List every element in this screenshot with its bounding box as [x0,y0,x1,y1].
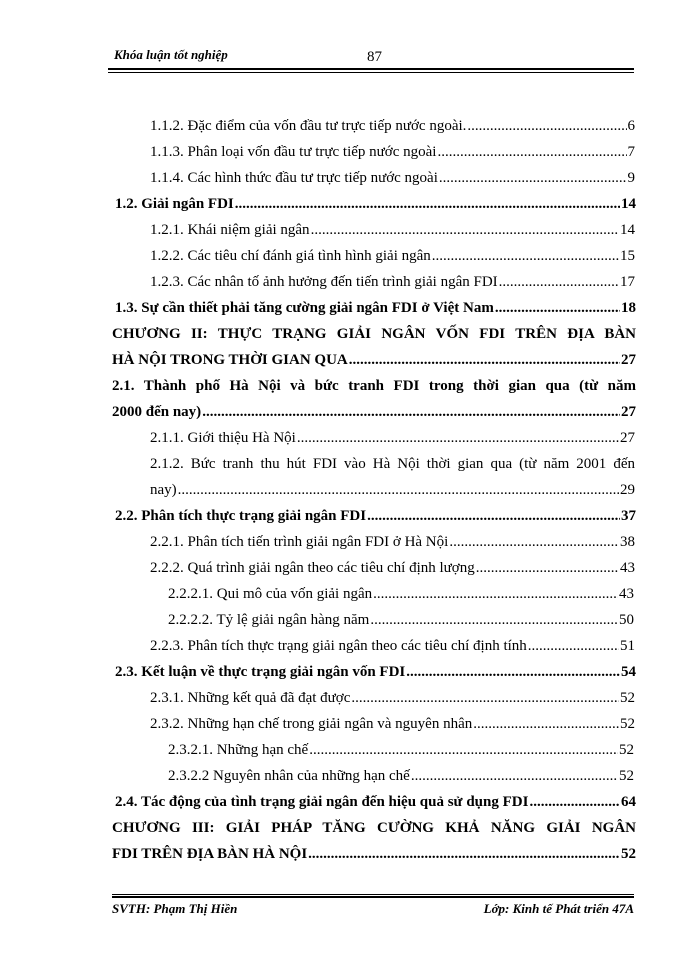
footer-student: SVTH: Phạm Thị Hiền [112,901,238,916]
toc-dot-leader [467,114,626,138]
toc-dot-leader [529,790,620,814]
toc-entry-title: 1.1.3. Phân loại vốn đầu tư trực tiếp nước ngoài [150,144,437,160]
toc-dot-leader [439,166,627,190]
toc-entry-title: 2.2.2.2. Tỷ lệ giải ngân hàng năm [168,612,370,628]
header-rule [108,68,634,70]
toc-entry-title: 2.2.2. Quá trình giải ngân theo các tiêu chí định lượng [150,560,475,576]
toc-entry [168,738,634,762]
toc-entry-page: 14 [621,196,636,212]
page-footer [112,894,634,918]
toc-entry-page: 9 [627,170,635,186]
toc-entry-page: 17 [620,274,635,290]
toc-dot-leader [473,712,619,736]
toc-entry-page: 51 [620,638,635,654]
toc-entry-page: 18 [621,300,636,316]
toc-entry-page: 7 [627,144,635,160]
toc-dot-leader [432,244,619,268]
toc-entry-title: 2.3.2.1. Những hạn chế [168,742,309,758]
toc-entry [112,400,636,424]
toc-entry [168,608,634,632]
toc-entry-title: 2.1.2. Bức tranh thu hút FDI vào Hà Nội thời gian qua (từ năm 2001 đến [150,456,635,472]
toc-dot-leader [411,764,618,788]
toc-dot-leader [495,296,620,320]
toc-dot-leader [499,270,619,294]
toc-entry [150,218,635,242]
toc-entry-page: 52 [620,716,635,732]
toc-dot-leader [370,608,618,632]
toc-entry-title: 2.2.2.1. Qui mô của vốn giải ngân [168,586,373,602]
toc-entry [150,244,635,268]
header-title: Khóa luận tốt nghiệp [114,47,228,62]
toc-entry-title: 2.3.2. Những hạn chế trong giải ngân và nguyên nhân [150,716,473,732]
toc-entry-title: 1.2.2. Các tiêu chí đánh giá tình hình giải ngân [150,248,431,264]
toc-entry-title: 2.3.2.2 Nguyên nhân của những hạn chế [168,768,410,784]
toc-entry-title: CHƯƠNG III: GIẢI PHÁP TĂNG CƯỜNG KHẢ NĂNG GIẢI NGÂN [112,820,636,836]
toc-dot-leader [476,556,619,580]
toc-entry-page: 50 [619,612,634,628]
toc-entry-page: 27 [621,352,636,368]
toc-entry [150,140,635,164]
toc-entry [150,114,635,138]
toc-entry-title: FDI TRÊN ĐỊA BÀN HÀ NỘI [112,846,308,862]
toc-entry-page: 6 [627,118,635,134]
toc-entry-page: 38 [620,534,635,550]
toc-entry-title: 1.2.1. Khái niệm giải ngân [150,222,310,238]
toc-dot-leader [235,192,620,216]
toc-entry-title: 2.3. Kết luận về thực trạng giải ngân vốn FDI [115,664,406,680]
toc-entry-title: 1.2. Giải ngân FDI [115,196,234,212]
toc-entry [115,660,636,684]
toc-entry-title: 2.3.1. Những kết quả đã đạt được [150,690,351,706]
toc-dot-leader [309,738,618,762]
toc-entry-title: 2.2.1. Phân tích tiến trình giải ngân FDI ở Hà Nội [150,534,449,550]
header-rule-thin [108,72,634,73]
toc-dot-leader [528,634,619,658]
toc-entry-title: 2.4. Tác động của tình trạng giải ngân đến hiệu quả sử dụng FDI [115,794,529,810]
toc-entry [168,582,634,606]
toc-entry-page: 14 [620,222,635,238]
toc-chapter-heading [112,322,636,346]
toc-entry [150,530,635,554]
toc-entry [115,504,636,528]
toc-entry-multiline [150,452,635,476]
toc-entry [150,634,635,658]
footer-class: Lớp: Kinh tế Phát triển 47A [483,901,634,916]
toc-entry-page: 27 [621,404,636,420]
toc-chapter-heading [112,816,636,840]
toc-dot-leader [308,842,620,866]
toc-entry-title: 2.1. Thành phố Hà Nội và bức tranh FDI trong thời gian qua (từ năm [112,378,636,394]
toc-entry-title: 2000 đến nay) [112,404,202,420]
toc-entry-page: 15 [620,248,635,264]
toc-entry-page: 64 [621,794,636,810]
toc-entry-title: 2.2. Phân tích thực trạng giải ngân FDI [115,508,367,524]
footer-rule-thin [112,894,634,895]
toc-entry [150,426,635,450]
toc-dot-leader [449,530,619,554]
toc-dot-leader [406,660,620,684]
toc-section-heading [112,374,636,398]
toc-entry [112,348,636,372]
toc-entry-page: 54 [621,664,636,680]
toc-entry-title: 1.3. Sự cần thiết phải tăng cường giải ngân FDI ở Việt Nam [115,300,494,316]
toc-entry-page: 37 [621,508,636,524]
toc-entry-title: 1.2.3. Các nhân tố ảnh hưởng đến tiến trình giải ngân FDI [150,274,498,290]
toc-entry [112,842,636,866]
toc-dot-leader [351,686,619,710]
toc-entry-page: 52 [619,742,634,758]
toc-entry-page: 52 [619,768,634,784]
toc-dot-leader [349,348,620,372]
page-number: 87 [367,49,382,65]
toc-entry [115,296,636,320]
toc-entry [150,166,635,190]
toc-entry-title: 1.1.2. Đặc điểm của vốn đầu tư trực tiếp nước ngoài. [150,118,467,134]
toc-entry-page: 43 [620,560,635,576]
toc-dot-leader [367,504,620,528]
toc-dot-leader [178,478,619,502]
toc-entry [150,686,635,710]
toc-dot-leader [311,218,619,242]
toc-entry-title: 2.1.1. Giới thiệu Hà Nội [150,430,296,446]
toc-entry-title: 1.1.4. Các hình thức đầu tư trực tiếp nước ngoài [150,170,438,186]
toc-entry [115,192,636,216]
toc-dot-leader [373,582,618,606]
toc-entry-page: 52 [620,690,635,706]
toc-entry-title: 2.2.3. Phân tích thực trạng giải ngân theo các tiêu chí định tính [150,638,527,654]
toc-entry [115,790,636,814]
toc-entry-page: 52 [621,846,636,862]
toc-dot-leader [437,140,626,164]
toc-entry-page: 43 [619,586,634,602]
toc-dot-leader [202,400,620,424]
toc-entry [150,270,635,294]
toc-entry-title: HÀ NỘI TRONG THỜI GIAN QUA [112,352,348,368]
toc-entry-page: 29 [620,482,635,498]
toc-entry-title: CHƯƠNG II: THỰC TRẠNG GIẢI NGÂN VỐN FDI TRÊN ĐỊA BÀN [112,326,636,342]
page-header [108,44,634,70]
toc-entry [168,764,634,788]
toc-entry [150,712,635,736]
toc-entry [150,478,635,502]
toc-dot-leader [297,426,619,450]
footer-rule [112,896,634,898]
toc-entry-title: nay) [150,482,177,498]
toc-entry [150,556,635,580]
toc-entry-page: 27 [620,430,635,446]
